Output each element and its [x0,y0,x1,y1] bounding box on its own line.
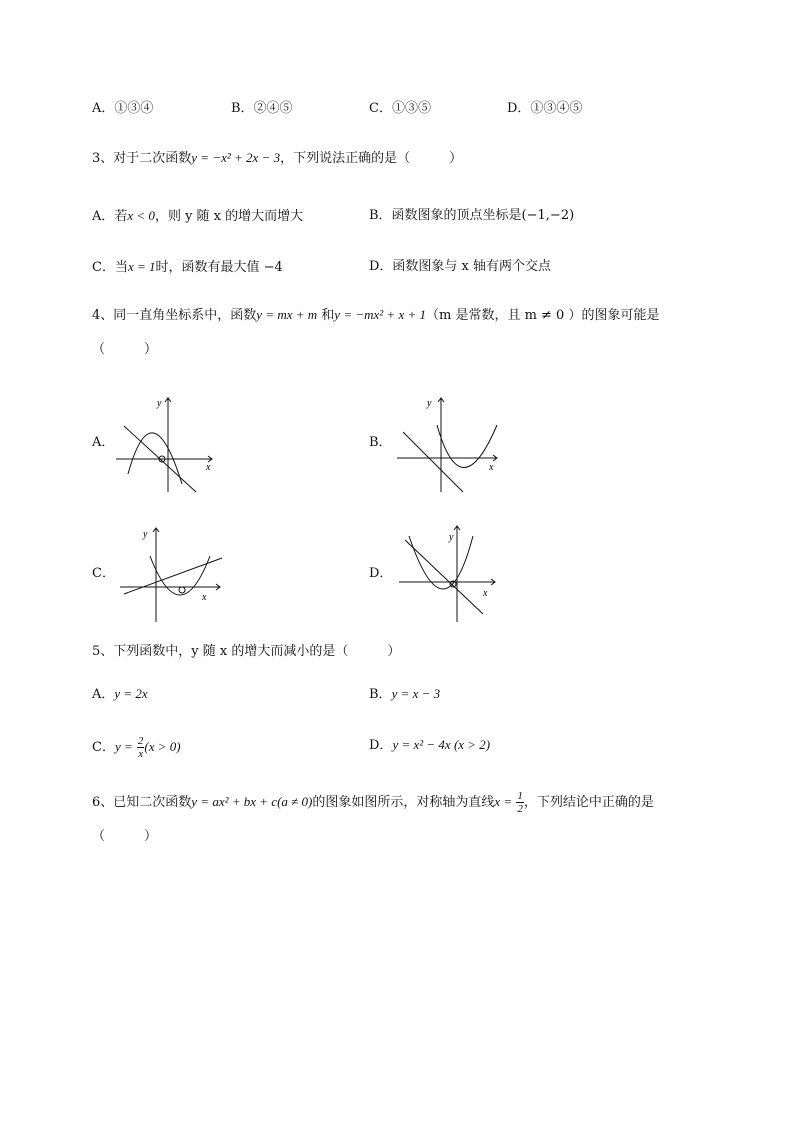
graph-c-origin-mark [179,587,185,593]
q4-stem-prefix: 4、同一直角坐标系中，函数 [92,308,257,323]
q2-option-b: B．②④⑤ [231,101,293,116]
q4-label-b: B． [369,435,392,450]
q6-stem [92,790,654,815]
q6-formula: y = ax² + bx + c(a ≠ 0) [191,794,313,809]
q6-stem-suffix: ，下列结论中正确的是 [523,795,654,810]
q5-a-formula: y = 2x [114,686,148,701]
graph-b-parabola [437,425,497,468]
q2-option-a: A．①③④ [92,101,154,116]
graph-b-x-label: x [489,462,494,473]
q4-label-c: C． [92,566,115,581]
q3-c-formula: x = 1 [127,259,156,274]
q3-c-prefix: C．当 [92,260,128,275]
q5-option-d [369,737,490,754]
graph-b-y-label: y [427,398,432,409]
q4-graph-a [110,392,220,494]
q5-b-formula: y = x − 3 [391,686,441,701]
q3-formula: y = −x² + 2x − 3 [191,150,281,165]
q3-stem [92,150,462,167]
q4-formula2: y = −mx² + x + 1 [334,307,426,322]
q5-d-label: D． [369,738,393,753]
q3-stem-prefix: 3、对于二次函数 [92,151,192,166]
graph-c-y-label: y [143,529,148,540]
graph-d-y-label: y [449,532,454,543]
q3-c-suffix: 时，函数有最大值 −4 [155,260,283,275]
q2-option-c: C．①③⑤ [369,101,431,116]
q4-graph-b [395,392,505,494]
q3-option-d: D．函数图象与 x 轴有两个交点 [369,259,552,274]
q5-c-denominator: x [138,748,144,760]
q4-mid: 和 [317,308,335,323]
q4-stem [92,307,659,324]
q5-option-c [92,735,181,760]
q5-c-label: C． [92,740,115,755]
q5-c-formula-pre: y = [114,739,133,754]
q4-label-d: D． [369,566,393,581]
q5-stem: 5、下列函数中，y 随 x 的增大而减小的是（ ） [92,644,401,659]
q5-c-formula-post: (x > 0) [144,739,181,754]
q5-b-label: B． [369,687,392,702]
q6-numerator: 1 [517,790,523,802]
q5-option-a [92,686,148,703]
q4-formula1: y = mx + m [256,307,318,322]
q4-stem-suffix: （m 是常数，且 m ≠ 0 ）的图象可能是 [425,308,660,323]
q3-option-a [92,208,303,225]
graph-a-parabola [128,433,182,484]
q6-axis-pre: x = [494,794,513,809]
q4-label-a: A． [92,435,115,450]
q3-a-formula: x < 0 [127,208,155,223]
q5-d-formula: y = x² − 4x (x > 2) [392,737,491,752]
graph-d-x-label: x [483,588,488,599]
q5-c-numerator: 2 [137,735,144,747]
graph-d-line [405,540,483,614]
q3-option-c [92,259,283,276]
q6-stem-prefix: 6、已知二次函数 [92,795,192,810]
q3-a-suffix: ，则 y 随 x 的增大而增大 [154,209,304,224]
q4-graph-c [118,522,228,624]
graph-c-x-label: x [202,592,207,603]
q5-option-b [369,686,440,703]
graph-a-x-label: x [206,462,211,473]
graph-a-y-label: y [157,398,162,409]
graph-d-parabola [409,536,473,589]
q3-a-prefix: A．若 [92,209,128,224]
graph-c-parabola [150,556,210,595]
q2-option-d: D．①③④⑤ [507,101,583,116]
q3-stem-suffix: ，下列说法正确的是（ ） [280,151,463,166]
q6-stem-mid: 的图象如图所示，对称轴为直线 [312,795,495,810]
q3-option-b: B．函数图象的顶点坐标是(−1,−2) [369,208,575,223]
q5-a-label: A． [92,687,115,702]
q6-fraction [516,790,524,815]
q6-answer-paren: （ ） [92,829,158,844]
q4-graph-d [395,522,505,624]
q6-denominator: 2 [517,803,523,815]
q4-answer-paren: （ ） [92,342,158,357]
